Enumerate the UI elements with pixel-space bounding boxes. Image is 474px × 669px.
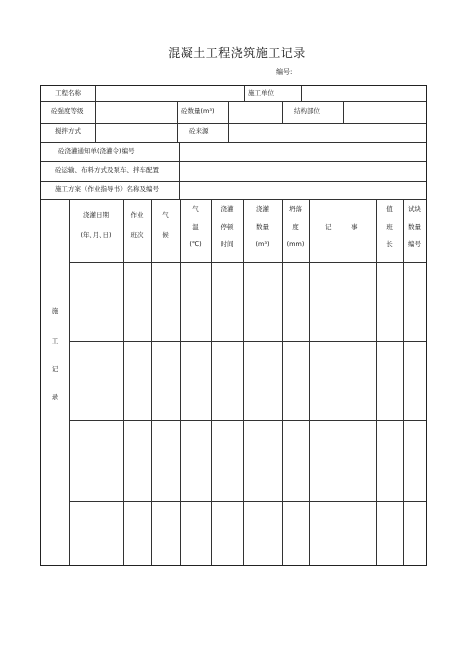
col-slump-line2: 度: [292, 223, 299, 231]
row-divider: [41, 161, 426, 162]
record-form: [40, 85, 427, 566]
col-date-line2: (年､月､日): [80, 231, 112, 239]
col-divider: [403, 199, 404, 565]
col-sample-line2: 数量: [408, 223, 421, 231]
col-stop-line3: 时间: [220, 240, 234, 248]
col-stop-line1: 浇灌: [220, 205, 234, 213]
col-qty-line3: (m³): [255, 240, 270, 248]
label-structure-part: 结构部位: [294, 107, 320, 115]
col-divider: [211, 199, 212, 565]
label-construction-unit: 施工单位: [248, 89, 274, 97]
col-shift-line1: 作业: [130, 211, 144, 219]
col-notes-char2: 事: [351, 223, 358, 231]
col-divider: [309, 199, 310, 565]
row-divider: [41, 101, 426, 102]
col-leader-line1: 值: [386, 205, 393, 213]
label-concrete-quantity: 砼数量(m³): [181, 107, 215, 115]
label-concrete-source: 砼来源: [189, 127, 209, 135]
document-title: 混凝土工程浇筑施工记录: [168, 46, 306, 60]
col-stop-line2: 停顿: [220, 223, 234, 231]
row-divider: [41, 123, 426, 124]
col-divider: [243, 199, 244, 565]
col-slump-line3: (mm): [286, 240, 305, 248]
col-divider: [177, 101, 178, 142]
col-divider: [282, 199, 283, 565]
label-transport: 砼运输、布料方式及泵车、拌车配置: [55, 166, 159, 174]
record-label-char: 工: [51, 337, 59, 345]
row-divider: [41, 199, 426, 200]
col-divider: [282, 101, 283, 123]
col-leader-line2: 班: [386, 223, 393, 231]
record-label-char: 记: [51, 365, 59, 373]
col-divider: [301, 86, 302, 101]
col-divider: [343, 101, 344, 123]
record-label-char: 录: [51, 393, 59, 401]
col-qty-line1: 浇灌: [256, 205, 269, 213]
col-temp-line3: (℃): [189, 240, 202, 248]
col-sample-line3: 编号: [408, 240, 421, 248]
col-temp-line2: 温: [192, 223, 199, 231]
col-shift-line2: 班次: [130, 231, 144, 239]
row-divider: [41, 142, 426, 143]
col-divider: [123, 199, 124, 565]
col-divider: [228, 101, 229, 142]
label-mixing-method: 搅拌方式: [55, 127, 81, 135]
col-temp-line1: 气: [192, 205, 199, 213]
col-weather-line1: 气: [162, 211, 169, 219]
col-divider: [376, 199, 377, 565]
label-scheme: 施工方案（作业指导书）名称及编号: [55, 185, 159, 193]
col-divider: [180, 199, 181, 565]
col-slump-line1: 坍落: [289, 205, 302, 213]
label-project-name: 工程名称: [55, 89, 81, 97]
col-qty-line2: 数量: [256, 223, 269, 231]
record-label-char: 施: [51, 307, 59, 315]
col-leader-line3: 长: [386, 240, 393, 248]
col-divider: [179, 142, 180, 199]
col-notes-char1: 记: [325, 223, 332, 231]
col-divider: [95, 123, 96, 142]
label-pour-notice: 砼浇灌通知单(浇灌令)编号: [58, 147, 135, 155]
col-weather-line2: 候: [162, 231, 169, 239]
col-divider: [244, 86, 245, 101]
col-divider: [69, 199, 70, 565]
row-divider: [41, 181, 426, 182]
label-concrete-grade: 砼强度等级: [51, 107, 84, 115]
col-date-line1: 浇灌日期: [83, 211, 109, 219]
col-divider: [151, 199, 152, 565]
document-number-label: 编号:: [276, 68, 293, 76]
col-divider: [95, 86, 96, 123]
col-sample-line1: 试块: [408, 205, 421, 213]
